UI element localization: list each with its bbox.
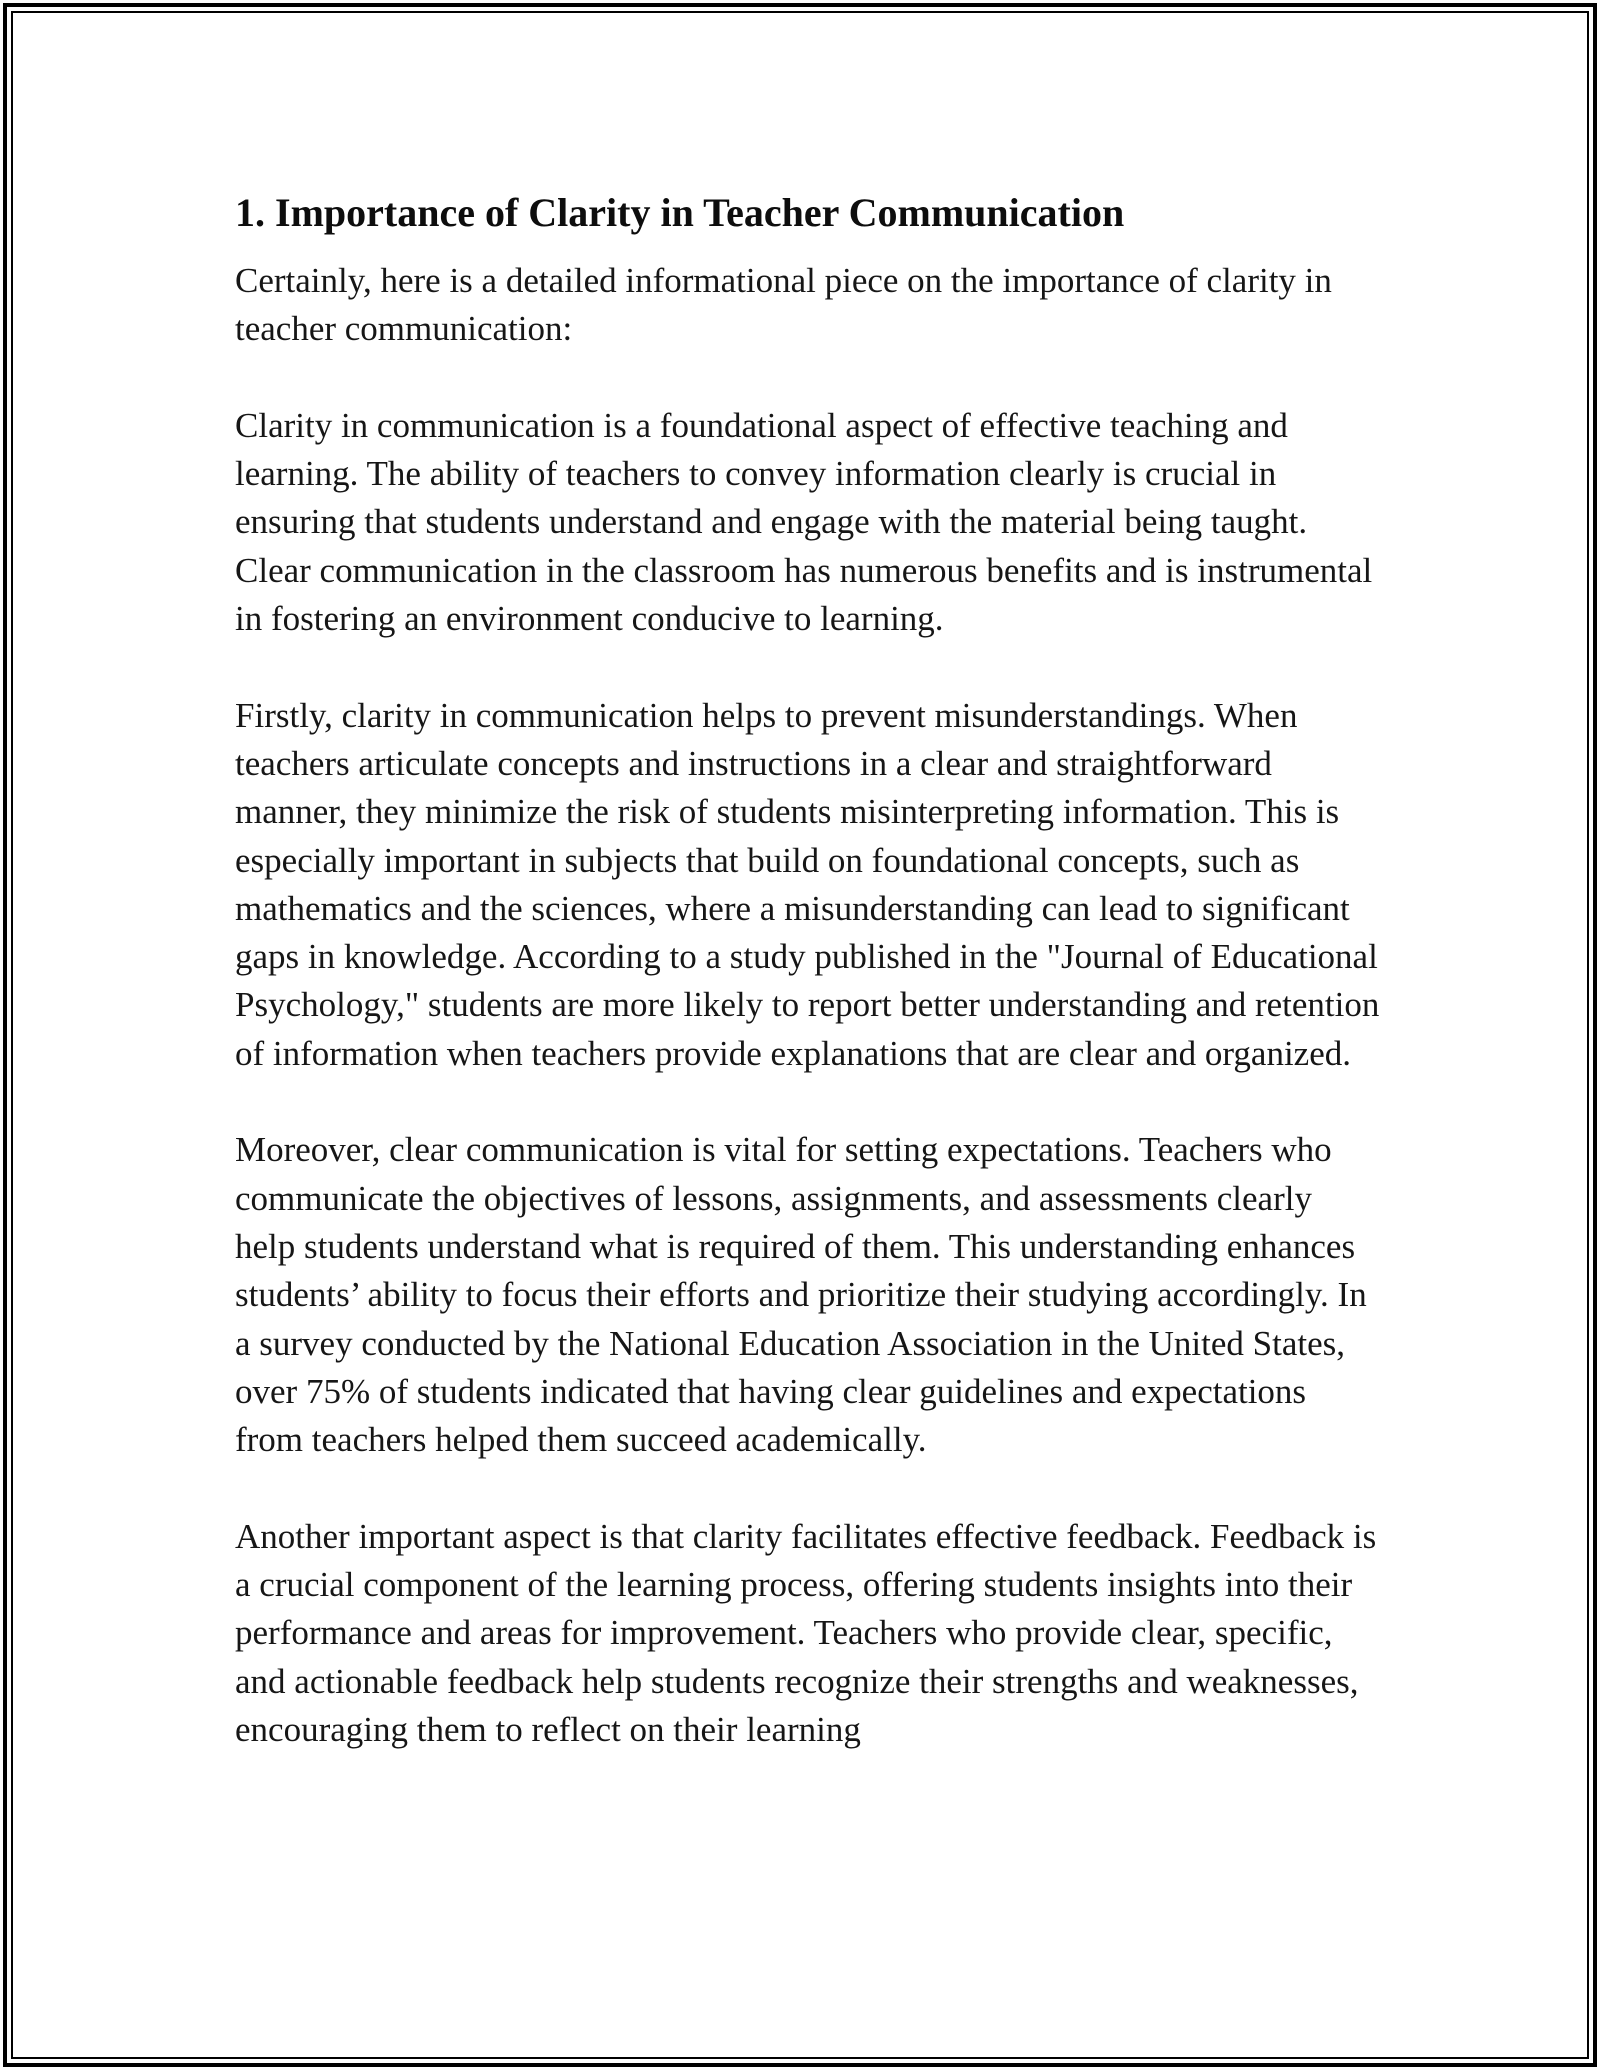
intro-paragraph: Certainly, here is a detailed informational piece on the importance of clarity in teacher communication: bbox=[235, 261, 1332, 349]
document-body bbox=[235, 185, 1380, 1754]
misunderstandings-paragraph: Firstly, clarity in communication helps to prevent misunderstandings. When teachers articulate concepts and instructions in a clear and straightforward manner, they minimize the risk of students misinterpreting information. This is especially important in subjects that build on foundational concepts, such as mathematics and the sciences, where a misunderstanding can lead to significant gaps in knowledge. According to a study published in the "Journal of Educational Psychology," students are more likely to report better understanding and retention of information when teachers provide explanations that are clear and organized. bbox=[235, 695, 1380, 1073]
expectations-paragraph: Moreover, clear communication is vital for setting expectations. Teachers who communicate the objectives of lessons, assignments, and assessments clearly help students understand what is required of them. This understanding enhances students’ ability to focus their efforts and prioritize their studying accordingly. In a survey conducted by the National Education Association in the United States, over 75% of students indicated that having clear guidelines and expectations from teachers helped them succeed academically. bbox=[235, 1130, 1367, 1460]
section-heading: 1. Importance of Clarity in Teacher Communication bbox=[235, 190, 1125, 235]
clarity-foundation-paragraph: Clarity in communication is a foundational aspect of effective teaching and learning. The ability of teachers to convey information clearly is crucial in ensuring that students understand and engage with the material being taught. Clear communication in the classroom has numerous benefits and is instrumental in fostering an environment conducive to learning. bbox=[235, 405, 1373, 639]
feedback-paragraph: Another important aspect is that clarity facilitates effective feedback. Feedback is a crucial component of the learning process, offering students insights into their performance and areas for improvement. Teachers who provide clear, specific, and actionable feedback help students recognize their strengths and weaknesses, encouraging them to reflect on their learning bbox=[235, 1516, 1377, 1749]
